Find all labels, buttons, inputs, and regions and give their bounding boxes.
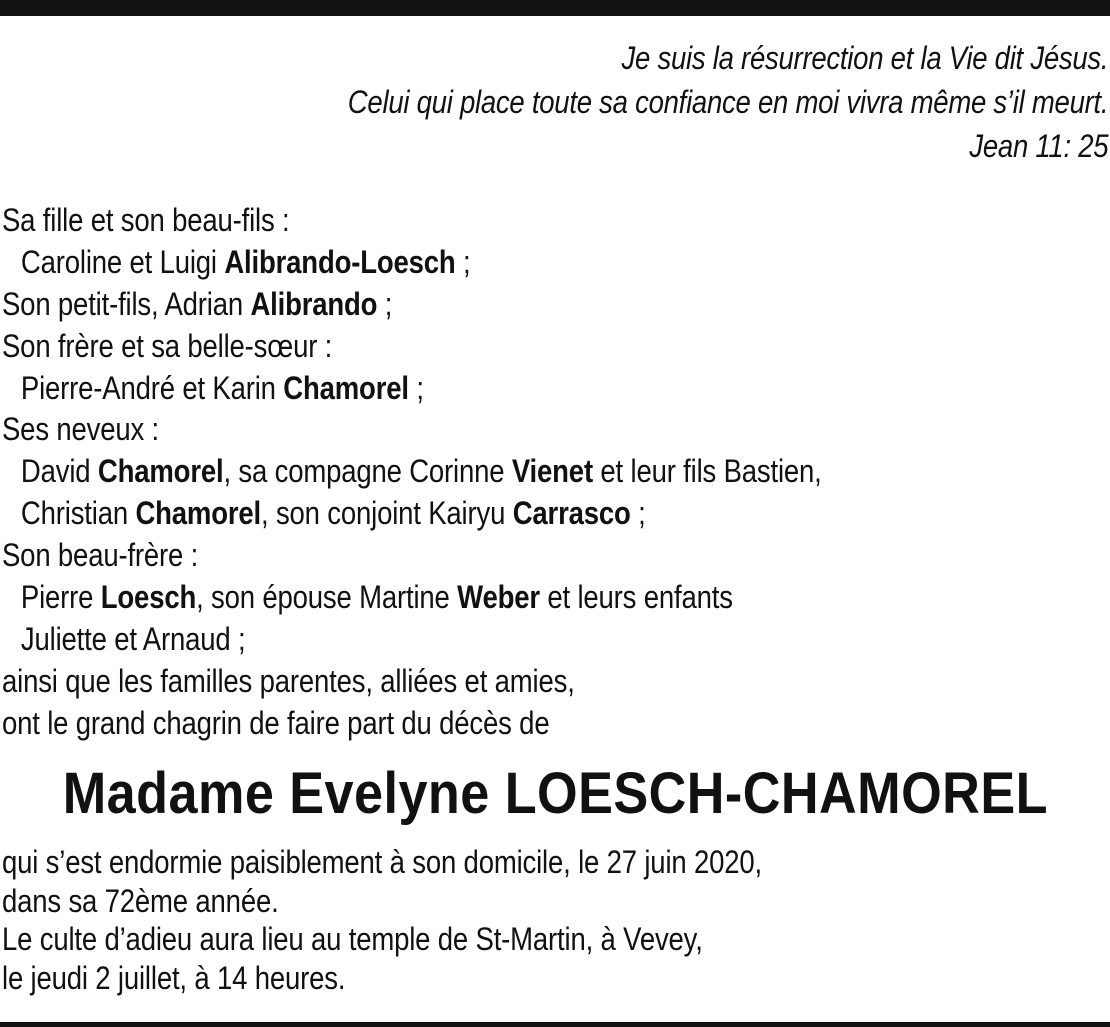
family-surname: Vienet: [511, 453, 593, 490]
family-text: Son frère et sa belle-sœur :: [2, 327, 333, 364]
top-border-rule: [0, 0, 1110, 16]
details-line: qui s’est endormie paisiblement à son domicile, le 27 juin 2020,: [2, 844, 762, 880]
family-text: David: [20, 453, 98, 490]
family-line: [2, 451, 822, 493]
funeral-details: [2, 843, 762, 997]
family-line: [2, 493, 822, 535]
family-surname: Chamorel: [283, 369, 409, 406]
details-line: le jeudi 2 juillet, à 14 heures.: [2, 959, 346, 996]
family-line: [2, 619, 822, 661]
family-surname: Carrasco: [512, 495, 631, 532]
family-line: [2, 200, 822, 242]
family-line: [2, 577, 822, 619]
family-text: Pierre: [20, 579, 101, 616]
family-text: ainsi que les familles parentes, alliées et amies,: [2, 662, 575, 699]
family-text: Son beau-frère :: [2, 537, 199, 574]
details-line: Le culte d’adieu aura lieu au temple de St-Martin, à Vevey,: [2, 921, 703, 957]
family-announcement: [2, 200, 822, 745]
family-surname: Loesch: [100, 579, 197, 616]
family-surname: Chamorel: [97, 453, 224, 490]
family-line: [2, 535, 822, 577]
family-text: , sa compagne Corinne: [223, 453, 512, 490]
family-text: Sa fille et son beau-fils :: [2, 202, 290, 238]
family-text: ont le grand chagrin de faire part du décès de: [2, 704, 550, 741]
epigraph-quote: [347, 36, 1108, 168]
epigraph-line-2: Celui qui place toute sa confiance en moi vivra même s’il meurt.: [347, 84, 1108, 120]
deceased-name: Madame Evelyne LOESCH-CHAMOREL: [62, 761, 1048, 826]
epigraph-line-1: Je suis la résurrection et la Vie dit Jésus.: [621, 40, 1108, 76]
family-text: Pierre-André et Karin: [20, 369, 284, 406]
family-surname: Chamorel: [135, 495, 262, 532]
family-text: ;: [377, 285, 393, 322]
family-text: et leur fils Bastien,: [592, 453, 822, 490]
family-text: ;: [455, 243, 471, 280]
family-line: [2, 242, 822, 284]
family-text: ;: [630, 495, 646, 532]
details-line: dans sa 72ème année.: [2, 882, 279, 919]
family-line: [2, 368, 822, 410]
family-line: [2, 284, 822, 326]
family-surname: Alibrando: [250, 285, 378, 322]
family-text: Juliette et Arnaud ;: [20, 620, 246, 657]
deceased-name-heading: [0, 756, 1110, 832]
family-text: ;: [408, 369, 424, 406]
family-text: , son épouse Martine: [196, 579, 458, 616]
family-line: [2, 661, 822, 703]
epigraph-reference: Jean 11: 25: [969, 128, 1108, 164]
family-text: , son conjoint Kairyu: [261, 495, 513, 532]
family-line: [2, 703, 822, 745]
family-surname: Alibrando-Loesch: [224, 243, 456, 280]
family-text: Ses neveux :: [2, 411, 160, 448]
family-line: [2, 326, 822, 368]
family-line: [2, 409, 822, 451]
family-surname: Weber: [457, 579, 540, 616]
family-text: et leurs enfants: [539, 579, 733, 616]
family-text: Christian: [20, 495, 136, 532]
family-text: Son petit-fils, Adrian: [2, 285, 251, 322]
family-text: Caroline et Luigi: [20, 243, 225, 280]
bottom-border-rule: [0, 1022, 1110, 1027]
